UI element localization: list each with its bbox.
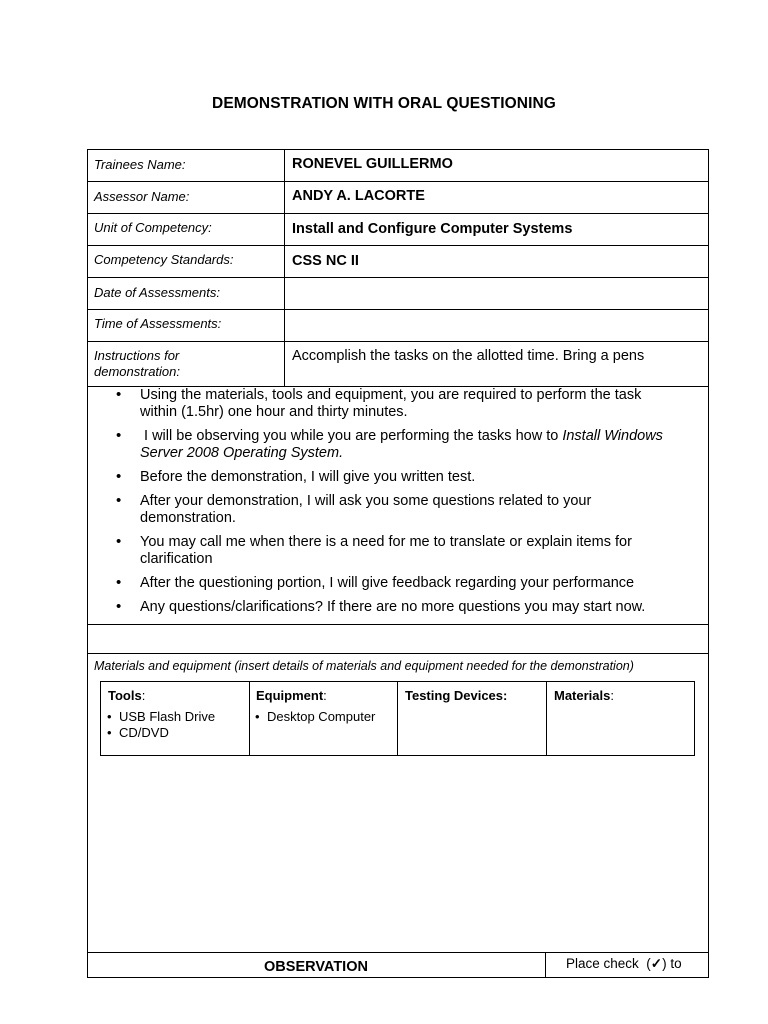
bullet-icon: • bbox=[116, 574, 122, 591]
bullet-icon: • bbox=[116, 427, 122, 444]
bullet-icon: • bbox=[255, 709, 260, 724]
time-of-assessments-label: Time of Assessments: bbox=[94, 316, 222, 331]
instruction-item bbox=[94, 575, 704, 592]
instruction-text-italic: Install Windows bbox=[562, 428, 663, 444]
materials-note: Materials and equipment (insert details of materials and equipment needed for the demonstration) bbox=[94, 659, 634, 673]
observation-label: OBSERVATION bbox=[264, 959, 368, 975]
bullet-icon: • bbox=[116, 533, 122, 550]
row-divider bbox=[87, 624, 709, 625]
bullet-icon: • bbox=[116, 468, 122, 485]
instructions-label-line: demonstration: bbox=[94, 364, 180, 379]
row-divider bbox=[87, 341, 709, 342]
trainee-name-label: Trainees Name: bbox=[94, 157, 186, 172]
tools-header: Tools: bbox=[108, 688, 146, 703]
assessor-name-value: ANDY A. LACORTE bbox=[292, 188, 425, 204]
bullet-icon: • bbox=[116, 386, 122, 403]
bullet-icon: • bbox=[116, 598, 122, 615]
row-divider bbox=[87, 245, 709, 246]
row-divider bbox=[87, 952, 709, 953]
document-title: DEMONSTRATION WITH ORAL QUESTIONING bbox=[212, 95, 556, 112]
instruction-item bbox=[94, 534, 704, 568]
instruction-text: You may call me when there is a need for me to translate or explain items for bbox=[140, 534, 632, 550]
instruction-list bbox=[94, 387, 704, 623]
row-divider bbox=[87, 309, 709, 310]
unit-of-competency-value: Install and Configure Computer Systems bbox=[292, 221, 573, 237]
testing-devices-header: Testing Devices: bbox=[405, 688, 508, 703]
instruction-text-italic: Server 2008 Operating System. bbox=[140, 445, 344, 461]
instruction-text: After the questioning portion, I will give feedback regarding your performance bbox=[140, 575, 635, 591]
equipment-list bbox=[255, 709, 375, 725]
bullet-icon: • bbox=[107, 709, 112, 724]
tools-column bbox=[101, 682, 250, 755]
bullet-icon: • bbox=[107, 725, 112, 740]
instruction-text: Before the demonstration, I will give you written test. bbox=[140, 469, 476, 485]
materials-header: Materials: bbox=[554, 688, 614, 703]
instruction-text: Any questions/clarifications? If there are no more questions you may start now. bbox=[140, 599, 646, 615]
tools-list bbox=[107, 709, 215, 741]
list-item: • CD/DVD bbox=[107, 725, 169, 740]
instructions-value: Accomplish the tasks on the allotted time. Bring a pens bbox=[292, 348, 645, 364]
materials-column bbox=[547, 682, 694, 755]
instruction-item bbox=[94, 469, 704, 486]
bullet-icon: • bbox=[116, 492, 122, 509]
list-item: • USB Flash Drive bbox=[107, 709, 216, 724]
row-divider bbox=[87, 181, 709, 182]
instruction-text: demonstration. bbox=[140, 510, 236, 526]
row-divider bbox=[87, 277, 709, 278]
equipment-header: Equipment: bbox=[256, 688, 327, 703]
date-of-assessments-label: Date of Assessments: bbox=[94, 285, 220, 300]
trainee-name-value: RONEVEL GUILLERMO bbox=[292, 156, 453, 172]
check-note-text: ) to bbox=[662, 956, 682, 971]
place-check-note bbox=[566, 956, 682, 972]
field-column-divider bbox=[284, 149, 285, 386]
check-note-text: Place check ( bbox=[566, 956, 651, 971]
competency-standards-label: Competency Standards: bbox=[94, 252, 234, 267]
testing-devices-column bbox=[398, 682, 547, 755]
list-item: • Desktop Computer bbox=[255, 709, 376, 724]
instructions-label-line: Instructions for bbox=[94, 348, 180, 363]
unit-of-competency-label: Unit of Competency: bbox=[94, 220, 212, 235]
assessor-name-label: Assessor Name: bbox=[94, 189, 190, 204]
observation-divider bbox=[545, 952, 546, 978]
equipment-column bbox=[249, 682, 398, 755]
instruction-item bbox=[94, 599, 704, 616]
instruction-text: I will be observing you while you are performing the tasks how to bbox=[140, 428, 563, 444]
competency-standards-value: CSS NC II bbox=[292, 253, 359, 269]
row-divider bbox=[87, 653, 709, 654]
instruction-item bbox=[94, 493, 704, 527]
instruction-item bbox=[94, 428, 704, 462]
instruction-item bbox=[94, 387, 704, 421]
materials-table bbox=[100, 681, 695, 756]
instruction-text: clarification bbox=[140, 551, 213, 567]
instruction-text: Using the materials, tools and equipment, you are required to perform the task bbox=[140, 387, 642, 403]
checkmark-icon: ✓ bbox=[650, 956, 663, 971]
row-divider bbox=[87, 213, 709, 214]
instructions-label bbox=[94, 348, 180, 380]
instruction-text: After your demonstration, I will ask you some questions related to your bbox=[140, 493, 592, 509]
instruction-text: within (1.5hr) one hour and thirty minutes. bbox=[140, 404, 408, 420]
